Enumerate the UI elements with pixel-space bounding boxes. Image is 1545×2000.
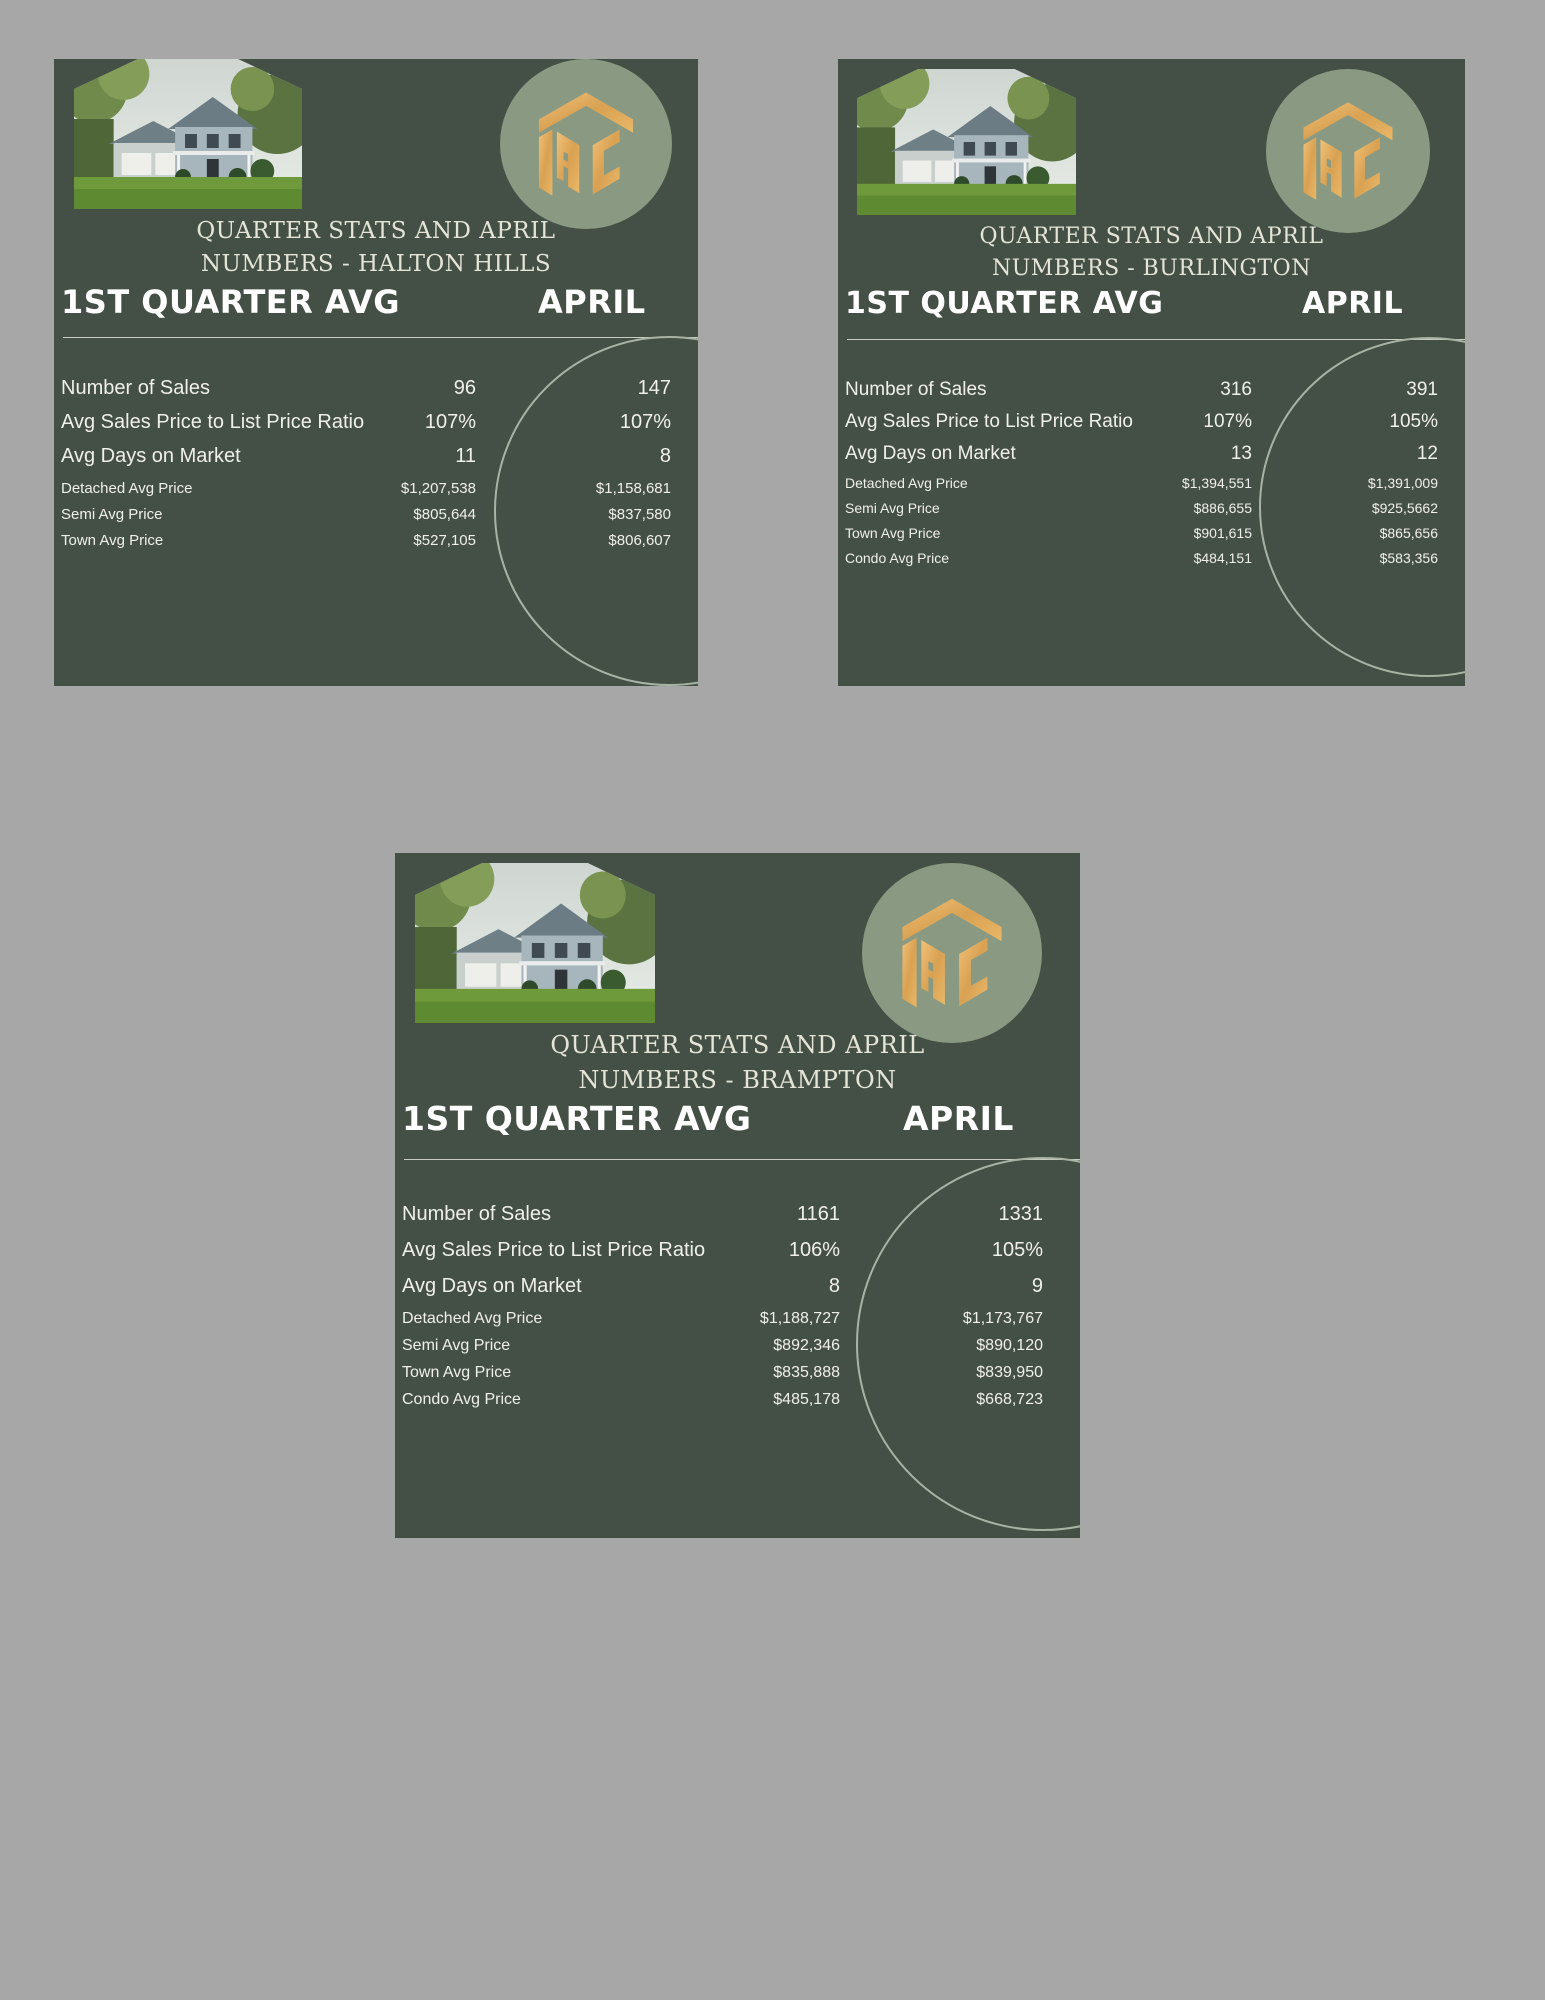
- row-label: Detached Avg Price: [845, 475, 968, 491]
- april-value: $837,580: [608, 506, 671, 523]
- table-row: [402, 1275, 1062, 1303]
- quarter-value: 316: [1220, 379, 1252, 400]
- header-quarter-avg: 1ST QUARTER AVG: [402, 1099, 752, 1138]
- april-value: $806,607: [608, 532, 671, 549]
- table-row: [402, 1337, 1062, 1359]
- row-label: Avg Sales Price to List Price Ratio: [61, 411, 365, 433]
- row-label: Town Avg Price: [845, 525, 941, 541]
- card-title: [838, 221, 1465, 285]
- april-value: 1331: [998, 1203, 1043, 1225]
- title-line-1: QUARTER STATS AND APRIL: [550, 1031, 925, 1059]
- quarter-value: 8: [828, 1275, 840, 1297]
- table-row: [402, 1364, 1062, 1386]
- april-value: 391: [1406, 379, 1438, 400]
- table-row: [61, 411, 681, 439]
- table-row: [402, 1239, 1062, 1267]
- april-value: 105%: [1389, 411, 1438, 432]
- table-row: [61, 532, 681, 554]
- april-value: $925,5662: [1371, 500, 1438, 516]
- ac-logo-icon: [862, 863, 1042, 1043]
- quarter-value: $484,151: [1193, 550, 1252, 566]
- table-row: [845, 475, 1453, 495]
- row-label: Semi Avg Price: [402, 1337, 511, 1354]
- quarter-value: 96: [453, 377, 476, 399]
- quarter-value: 13: [1230, 443, 1252, 464]
- quarter-value: 1161: [796, 1203, 840, 1225]
- row-label: Town Avg Price: [61, 532, 164, 549]
- divider: [63, 337, 698, 338]
- quarter-value: $485,178: [773, 1391, 840, 1408]
- row-label: Avg Days on Market: [61, 445, 241, 467]
- april-value: 8: [659, 445, 671, 467]
- ac-logo-icon: [1266, 69, 1430, 233]
- house-photo: [74, 59, 302, 209]
- row-label: Avg Sales Price to List Price Ratio: [402, 1239, 706, 1261]
- title-line-1: QUARTER STATS AND APRIL: [196, 218, 556, 244]
- april-value: 9: [1031, 1275, 1043, 1297]
- quarter-value: 107%: [1203, 411, 1252, 432]
- header-month: APRIL: [903, 1099, 1014, 1138]
- stats-table: [402, 1203, 1062, 1483]
- quarter-value: 11: [455, 445, 476, 467]
- title-line-2: NUMBERS - BURLINGTON: [992, 256, 1311, 281]
- quarter-value: $901,615: [1193, 525, 1252, 541]
- table-row: [61, 480, 681, 502]
- header-quarter-avg: 1ST QUARTER AVG: [845, 286, 1164, 321]
- stats-table: [845, 379, 1453, 639]
- header-month: APRIL: [538, 283, 646, 321]
- table-row: [61, 445, 681, 473]
- row-label: Detached Avg Price: [402, 1310, 543, 1327]
- table-row: [402, 1391, 1062, 1413]
- quarter-value: $886,655: [1193, 500, 1252, 516]
- row-label: Condo Avg Price: [845, 550, 950, 566]
- divider: [847, 339, 1465, 340]
- quarter-value: $835,888: [773, 1364, 840, 1381]
- card-title: [54, 215, 698, 281]
- row-label: Number of Sales: [402, 1203, 551, 1225]
- april-value: $1,391,009: [1367, 475, 1438, 491]
- row-label: Condo Avg Price: [402, 1391, 521, 1408]
- april-value: $839,950: [976, 1364, 1043, 1381]
- quarter-value: $1,188,727: [759, 1310, 840, 1327]
- table-row: [845, 525, 1453, 545]
- quarter-value: $1,394,551: [1181, 475, 1252, 491]
- april-value: 105%: [991, 1239, 1043, 1261]
- april-value: $668,723: [976, 1391, 1043, 1408]
- row-label: Number of Sales: [61, 377, 210, 399]
- title-line-1: QUARTER STATS AND APRIL: [979, 224, 1324, 249]
- quarter-value: $805,644: [413, 506, 476, 523]
- table-row: [845, 379, 1453, 405]
- quarter-value: 107%: [424, 411, 476, 433]
- table-row: [845, 500, 1453, 520]
- april-value: 107%: [619, 411, 671, 433]
- row-label: Town Avg Price: [402, 1364, 512, 1381]
- april-value: $1,158,681: [595, 480, 671, 497]
- row-label: Semi Avg Price: [845, 500, 940, 516]
- quarter-value: 106%: [788, 1239, 840, 1261]
- header-quarter-avg: 1ST QUARTER AVG: [61, 283, 401, 321]
- house-photo: [857, 69, 1076, 215]
- house-photo: [415, 863, 655, 1023]
- divider: [404, 1159, 1080, 1160]
- april-value: 147: [637, 377, 671, 399]
- table-row: [845, 411, 1453, 437]
- card-title: [395, 1028, 1080, 1098]
- table-row: [61, 506, 681, 528]
- stats-table: [61, 377, 681, 617]
- table-row: [61, 377, 681, 405]
- row-label: Number of Sales: [845, 379, 987, 400]
- stats-card-halton-hills: [54, 59, 698, 686]
- table-row: [402, 1310, 1062, 1332]
- ac-logo-icon: [500, 59, 672, 229]
- stats-card-burlington: [838, 59, 1465, 686]
- quarter-value: $527,105: [413, 532, 476, 549]
- header-month: APRIL: [1302, 286, 1404, 321]
- april-value: $1,173,767: [962, 1310, 1043, 1327]
- quarter-value: $892,346: [773, 1337, 840, 1354]
- table-row: [402, 1203, 1062, 1231]
- table-row: [845, 443, 1453, 469]
- row-label: Detached Avg Price: [61, 480, 193, 497]
- april-value: $865,656: [1379, 525, 1438, 541]
- row-label: Semi Avg Price: [61, 506, 163, 523]
- title-line-2: NUMBERS - BRAMPTON: [578, 1066, 897, 1094]
- table-row: [845, 550, 1453, 570]
- stats-card-brampton: [395, 853, 1080, 1538]
- title-line-2: NUMBERS - HALTON HILLS: [200, 251, 552, 277]
- row-label: Avg Days on Market: [845, 443, 1016, 464]
- april-value: $583,356: [1379, 550, 1438, 566]
- april-value: 12: [1416, 443, 1438, 464]
- row-label: Avg Days on Market: [402, 1275, 582, 1297]
- april-value: $890,120: [976, 1337, 1043, 1354]
- quarter-value: $1,207,538: [400, 480, 476, 497]
- row-label: Avg Sales Price to List Price Ratio: [845, 411, 1133, 432]
